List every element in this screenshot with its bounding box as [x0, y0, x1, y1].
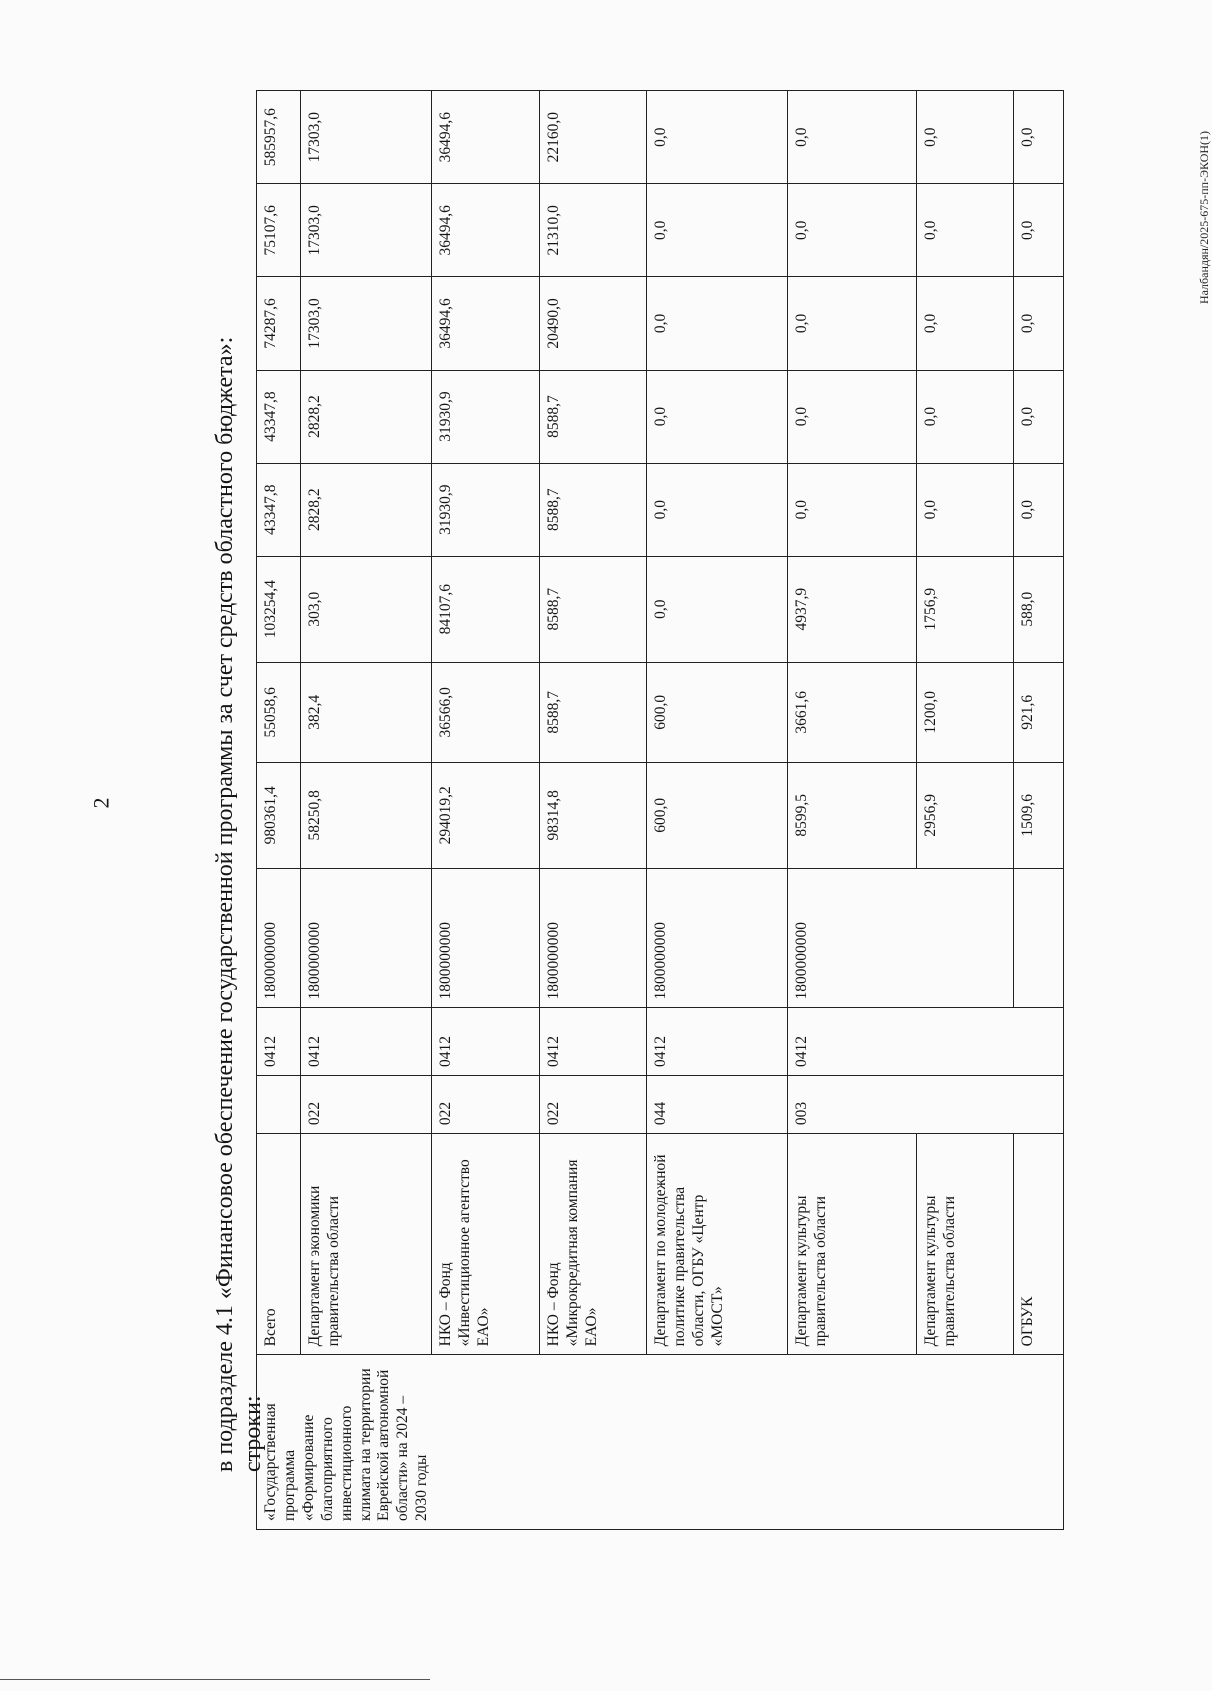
amount-cell: 4937,9 [787, 556, 916, 662]
amount-cell: 8599,5 [787, 762, 916, 868]
grbs-code-cell [257, 1075, 301, 1133]
rotated-table-container [256, 80, 1066, 1530]
grbs-code-cell [1013, 1075, 1063, 1133]
document-code: Налбандян/2025-675-пп-ЭКОН(1) [1197, 130, 1212, 305]
amount-cell: 0,0 [787, 277, 916, 370]
bottom-rule [0, 1679, 430, 1680]
amount-cell: 20490,0 [539, 277, 646, 370]
amount-cell: 1509,6 [1013, 762, 1063, 868]
target-article-cell: 1800000000 [647, 868, 787, 1008]
table-row [917, 91, 1013, 1530]
intro-text: в подразделе 4.1 «Финансовое обеспечение государственной программы за счет средств областного бюджета»: [212, 336, 238, 1472]
amount-cell: 31930,9 [432, 463, 539, 556]
amount-cell: 0,0 [917, 463, 1013, 556]
amount-cell: 36494,6 [432, 91, 539, 184]
section-code-cell: 0412 [257, 1008, 301, 1076]
amount-cell: 0,0 [917, 370, 1013, 463]
target-article-cell: 1800000000 [432, 868, 539, 1008]
page-number: 2 [88, 797, 114, 809]
amount-cell: 0,0 [787, 184, 916, 277]
target-article-cell [1013, 868, 1063, 1008]
amount-cell: 98314,8 [539, 762, 646, 868]
amount-cell: 0,0 [1013, 370, 1063, 463]
table-row [257, 91, 301, 1530]
amount-cell: 0,0 [917, 184, 1013, 277]
table-row [647, 91, 787, 1530]
target-article-cell: 1800000000 [300, 868, 432, 1008]
amount-cell: 0,0 [787, 463, 916, 556]
amount-cell: 980361,4 [257, 762, 301, 868]
amount-cell: 43347,8 [257, 463, 301, 556]
amount-cell: 8588,7 [539, 463, 646, 556]
amount-cell: 0,0 [787, 91, 916, 184]
section-code-cell: 0412 [647, 1008, 787, 1076]
amount-cell: 0,0 [647, 277, 787, 370]
amount-cell: 36494,6 [432, 184, 539, 277]
amount-cell: 22160,0 [539, 91, 646, 184]
amount-cell: 43347,8 [257, 370, 301, 463]
executor-cell: Департамент экономики правительства области [300, 1134, 432, 1355]
amount-cell: 0,0 [1013, 277, 1063, 370]
amount-cell: 17303,0 [300, 184, 432, 277]
amount-cell: 2956,9 [917, 762, 1013, 868]
amount-cell: 55058,6 [257, 662, 301, 762]
table-row [787, 91, 916, 1530]
amount-cell: 0,0 [787, 370, 916, 463]
amount-cell: 921,6 [1013, 662, 1063, 762]
amount-cell: 3661,6 [787, 662, 916, 762]
amount-cell: 0,0 [647, 463, 787, 556]
amount-cell: 588,0 [1013, 556, 1063, 662]
amount-cell: 75107,6 [257, 184, 301, 277]
amount-cell: 0,0 [1013, 184, 1063, 277]
amount-cell: 1756,9 [917, 556, 1013, 662]
amount-cell: 600,0 [647, 662, 787, 762]
amount-cell: 17303,0 [300, 91, 432, 184]
grbs-code-cell: 022 [539, 1075, 646, 1133]
amount-cell: 84107,6 [432, 556, 539, 662]
executor-cell: НКО – Фонд «Инвестиционное агентство ЕАО» [432, 1134, 539, 1355]
amount-cell: 17303,0 [300, 277, 432, 370]
executor-cell: ОГБУК [1013, 1134, 1063, 1355]
amount-cell: 8588,7 [539, 556, 646, 662]
amount-cell: 8588,7 [539, 662, 646, 762]
table-row [1013, 91, 1063, 1530]
amount-cell: 0,0 [917, 91, 1013, 184]
executor-cell: Департамент культуры правительства области [787, 1134, 916, 1355]
section-code-cell [1013, 1008, 1063, 1076]
amount-cell: 58250,8 [300, 762, 432, 868]
amount-cell: 382,4 [300, 662, 432, 762]
executor-cell: НКО – Фонд «Микрокредитная компания ЕАО» [539, 1134, 646, 1355]
amount-cell: 585957,6 [257, 91, 301, 184]
amount-cell: 2828,2 [300, 370, 432, 463]
amount-cell: 74287,6 [257, 277, 301, 370]
executor-cell: Департамент культуры правительства области [917, 1134, 1013, 1355]
amount-cell: 8588,7 [539, 370, 646, 463]
grbs-code-cell: 003 [787, 1075, 916, 1133]
amount-cell: 0,0 [647, 370, 787, 463]
executor-cell: Департамент по молодежной политике правительства области, ОГБУ «Центр «МОСТ» [647, 1134, 787, 1355]
amount-cell: 0,0 [1013, 91, 1063, 184]
amount-cell: 0,0 [647, 184, 787, 277]
target-article-cell: 1800000000 [257, 868, 301, 1008]
amount-cell: 0,0 [647, 556, 787, 662]
amount-cell: 31930,9 [432, 370, 539, 463]
intro-text-2: строки: [240, 1395, 266, 1472]
target-article-cell: 1800000000 [787, 868, 916, 1008]
grbs-code-cell: 022 [300, 1075, 432, 1133]
section-code-cell [917, 1008, 1013, 1076]
amount-cell: 0,0 [1013, 463, 1063, 556]
executor-cell: Всего [257, 1134, 301, 1355]
table-row [432, 91, 539, 1530]
amount-cell: 0,0 [917, 277, 1013, 370]
grbs-code-cell: 022 [432, 1075, 539, 1133]
target-article-cell: 1800000000 [539, 868, 646, 1008]
amount-cell: 0,0 [647, 91, 787, 184]
amount-cell: 36566,0 [432, 662, 539, 762]
budget-table [256, 90, 1064, 1530]
section-code-cell: 0412 [300, 1008, 432, 1076]
grbs-code-cell [917, 1075, 1013, 1133]
section-code-cell: 0412 [787, 1008, 916, 1076]
amount-cell: 103254,4 [257, 556, 301, 662]
grbs-code-cell: 044 [647, 1075, 787, 1133]
section-code-cell: 0412 [539, 1008, 646, 1076]
section-code-cell: 0412 [432, 1008, 539, 1076]
amount-cell: 294019,2 [432, 762, 539, 868]
amount-cell: 1200,0 [917, 662, 1013, 762]
table-row [539, 91, 646, 1530]
amount-cell: 21310,0 [539, 184, 646, 277]
amount-cell: 600,0 [647, 762, 787, 868]
program-name-cell: «Государственная программа «Формирование благоприятного инвестиционного климата на территории Еврейской автономной области» на 2024 – 2030 годы [257, 1355, 1064, 1530]
table-row [300, 91, 432, 1530]
amount-cell: 2828,2 [300, 463, 432, 556]
amount-cell: 36494,6 [432, 277, 539, 370]
amount-cell: 303,0 [300, 556, 432, 662]
target-article-cell [917, 868, 1013, 1008]
